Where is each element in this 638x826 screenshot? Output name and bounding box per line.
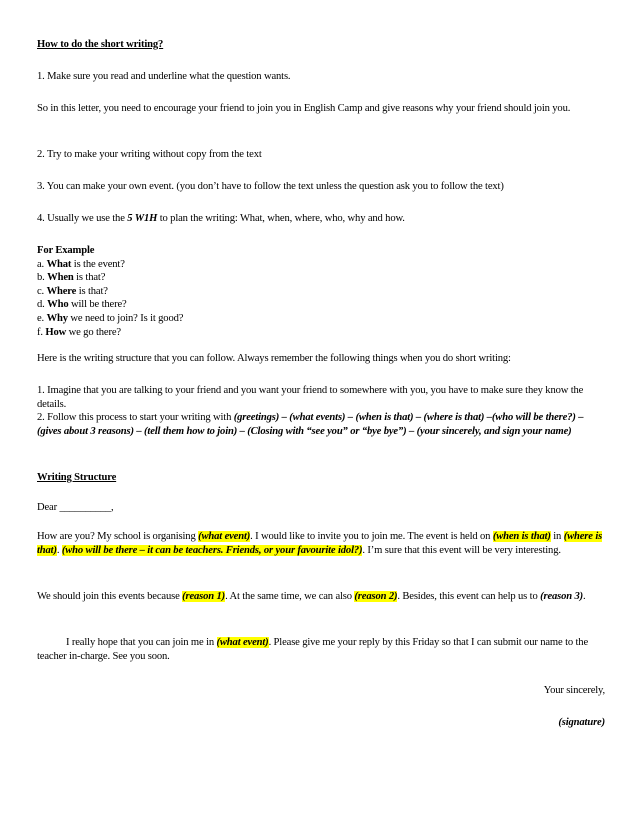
lp1-text-1: How are you? My school is organising	[37, 531, 199, 542]
lp2-text-1: We should join this events because	[37, 591, 183, 602]
example-item	[37, 312, 605, 326]
placeholder-what-event: (what event)	[198, 531, 251, 542]
step-3-text: 3. You can make your own event. (you don’t have to follow the text unless the question ask you to follow the text)	[37, 181, 504, 192]
example-item	[37, 271, 605, 285]
lp2-text-4: .	[583, 591, 586, 602]
placeholder-reason-3: (reason 3)	[540, 591, 584, 602]
lp1-text-2: . I would like to invite you to join me. The event is held on	[250, 531, 493, 542]
page-title: How to do the short writing?	[37, 39, 164, 50]
lp1-text-4: .	[56, 544, 62, 556]
example-block	[37, 244, 605, 339]
example-item-keyword: When	[47, 272, 74, 284]
example-item-rest: we need to join? Is it good?	[67, 312, 184, 324]
example-item-keyword: How	[45, 326, 67, 338]
tip-1-text: 1. Imagine that you are talking to your friend and you want your friend to somewhere with you, you have to make sure they know the details.	[37, 385, 584, 410]
example-item-keyword: What	[46, 258, 72, 270]
example-item-prefix: d.	[37, 299, 48, 311]
letter-paragraph-3	[37, 636, 605, 663]
letter-signature: (signature)	[558, 717, 605, 728]
example-item-rest: is the event?	[71, 258, 125, 270]
lp2-text-3: . Besides, this event can help us to	[397, 591, 541, 602]
placeholder-where: (where is that)	[37, 531, 603, 556]
example-item-prefix: f.	[37, 326, 46, 338]
letter-closing: Your sincerely,	[543, 685, 605, 696]
placeholder-what-event-2: (what event)	[216, 637, 269, 648]
example-item-keyword: Where	[46, 285, 77, 297]
step-1-text: 1. Make sure you read and underline what the question wants.	[37, 71, 291, 82]
tip-2-process: (greetings) – (what events) – (when is that) – (where is that) –(who will be there?) – (gives about 3 reasons) – (tell them how to join) – (Closing with “see you” or “bye bye”) – (your sincerely, and sign your name)	[37, 412, 584, 437]
step-4-after: to plan the writing: What, when, where, who, why and how.	[157, 213, 405, 224]
lp1-text-5: . I’m sure that this event will be very interesting.	[362, 544, 561, 556]
example-item	[37, 285, 605, 299]
example-item-prefix: c.	[37, 285, 47, 297]
5w1h-emphasis: 5 W1H	[127, 213, 158, 224]
example-item-rest: we go there?	[66, 326, 121, 338]
placeholder-reason-2: (reason 2)	[354, 591, 398, 602]
tip-2-text	[37, 411, 605, 438]
step-4-before: 4. Usually we use the	[37, 213, 128, 224]
example-item-rest: will be there?	[68, 299, 127, 311]
example-item-prefix: e.	[37, 312, 47, 324]
example-item-prefix: a.	[37, 258, 47, 270]
step-4-text	[37, 212, 605, 226]
lp1-text-3: in	[550, 531, 564, 542]
lp3-text-1: I really hope that you can join me in	[66, 637, 217, 648]
example-item	[37, 298, 605, 312]
step-2-text: 2. Try to make your writing without copy from the text	[37, 149, 262, 160]
tip-2-before: 2. Follow this process to start your writing with	[37, 412, 234, 424]
lp3-text-2: . Please give me your reply by this Friday so that I can submit our name to the teacher in-charge. See you soon.	[37, 637, 588, 662]
placeholder-reason-1: (reason 1)	[182, 591, 226, 602]
example-heading: For Example	[37, 245, 95, 256]
letter-salutation: Dear __________,	[37, 502, 114, 513]
letter-context-text: So in this letter, you need to encourage your friend to join you in English Camp and give reasons why your friend should join you.	[37, 103, 571, 114]
example-item	[37, 258, 605, 272]
example-item-rest: is that?	[76, 285, 108, 297]
placeholder-who: (who will be there – it can be teachers. Friends, or your favourite idol?)	[61, 544, 363, 556]
example-item-keyword: Why	[46, 312, 68, 324]
example-item-keyword: Who	[47, 299, 69, 311]
placeholder-when: (when is that)	[492, 531, 551, 542]
letter-paragraph-1	[37, 530, 605, 557]
letter-paragraph-2	[37, 590, 605, 604]
lp2-text-2: . At the same time, we can also	[225, 591, 355, 602]
tips-block	[37, 384, 605, 438]
example-item-prefix: b.	[37, 272, 48, 284]
example-item	[37, 326, 605, 340]
writing-structure-heading: Writing Structure	[37, 472, 117, 483]
example-item-rest: is that?	[73, 272, 106, 284]
structure-intro-text: Here is the writing structure that you can follow. Always remember the following things when you do short writing:	[37, 353, 511, 364]
